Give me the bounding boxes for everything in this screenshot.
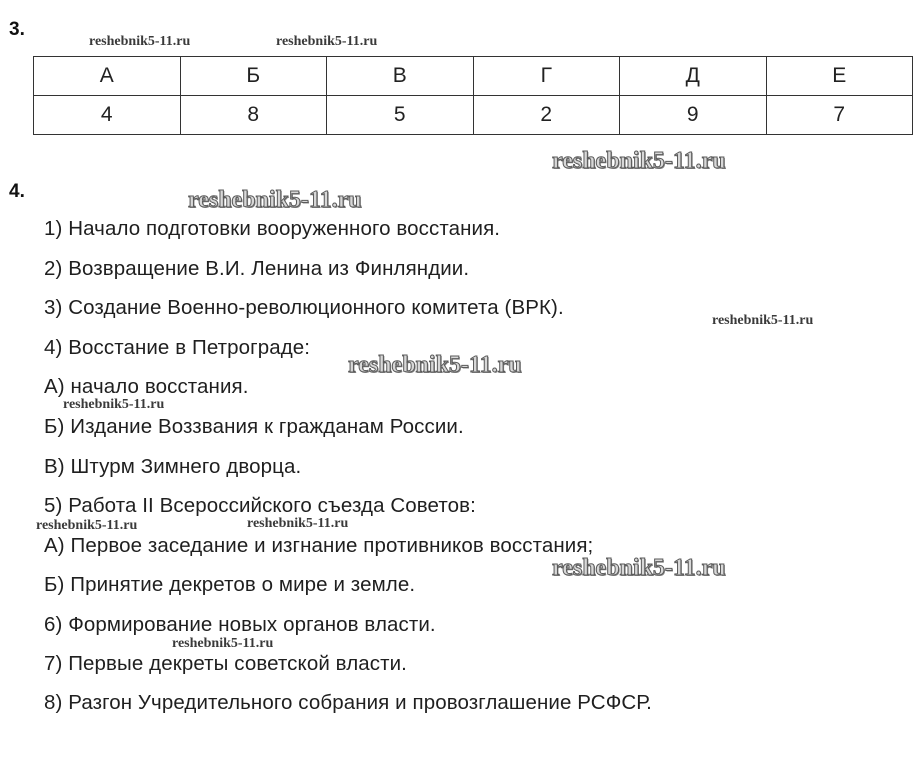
list-item: 7) Первые декреты советской власти. [44, 652, 407, 675]
list-item: Б) Принятие декретов о мире и земле. [44, 573, 416, 596]
list-item: Б) Издание Воззвания к гражданам России. [44, 415, 464, 438]
value-cell: 5 [327, 96, 474, 135]
header-cell: Б [180, 57, 327, 96]
list-item: 4) Восстание в Петрограде: [44, 336, 311, 359]
watermark: reshebnik5-11.ru [188, 187, 362, 213]
watermark: reshebnik5-11.ru [89, 34, 191, 49]
header-cell: Д [620, 57, 767, 96]
header-cell: Е [766, 57, 913, 96]
list-item: В) Штурм Зимнего дворца. [44, 455, 302, 478]
header-cell: Г [473, 57, 620, 96]
value-cell: 2 [473, 96, 620, 135]
watermark: reshebnik5-11.ru [247, 516, 349, 531]
watermark: reshebnik5-11.ru [712, 313, 814, 328]
value-cell: 4 [34, 96, 181, 135]
list-item: 1) Начало подготовки вооруженного восстания. [44, 217, 501, 240]
watermark: reshebnik5-11.ru [63, 397, 165, 412]
header-cell: А [34, 57, 181, 96]
watermark: reshebnik5-11.ru [348, 352, 522, 378]
watermark: reshebnik5-11.ru [552, 148, 726, 174]
task-3-number: 3. [9, 19, 25, 40]
watermark: reshebnik5-11.ru [36, 518, 138, 533]
watermark: reshebnik5-11.ru [172, 636, 274, 651]
list-item: 5) Работа II Всероссийского съезда Советов: [44, 494, 476, 517]
value-cell: 8 [180, 96, 327, 135]
watermark: reshebnik5-11.ru [276, 34, 378, 49]
list-item: 8) Разгон Учредительного собрания и провозглашение РСФСР. [44, 691, 652, 714]
list-item: А) Первое заседание и изгнание противников восстания; [44, 534, 594, 557]
value-cell: 7 [766, 96, 913, 135]
list-item: А) начало восстания. [44, 375, 249, 398]
value-cell: 9 [620, 96, 767, 135]
header-cell: В [327, 57, 474, 96]
table-value-row [34, 96, 913, 135]
list-item: 6) Формирование новых органов власти. [44, 613, 436, 636]
list-item: 3) Создание Военно-революционного комитета (ВРК). [44, 296, 564, 319]
watermark: reshebnik5-11.ru [552, 555, 726, 581]
table-header-row [34, 57, 913, 96]
task-4-number: 4. [9, 181, 25, 202]
list-item: 2) Возвращение В.И. Ленина из Финляндии. [44, 257, 470, 280]
answer-table [33, 56, 913, 135]
